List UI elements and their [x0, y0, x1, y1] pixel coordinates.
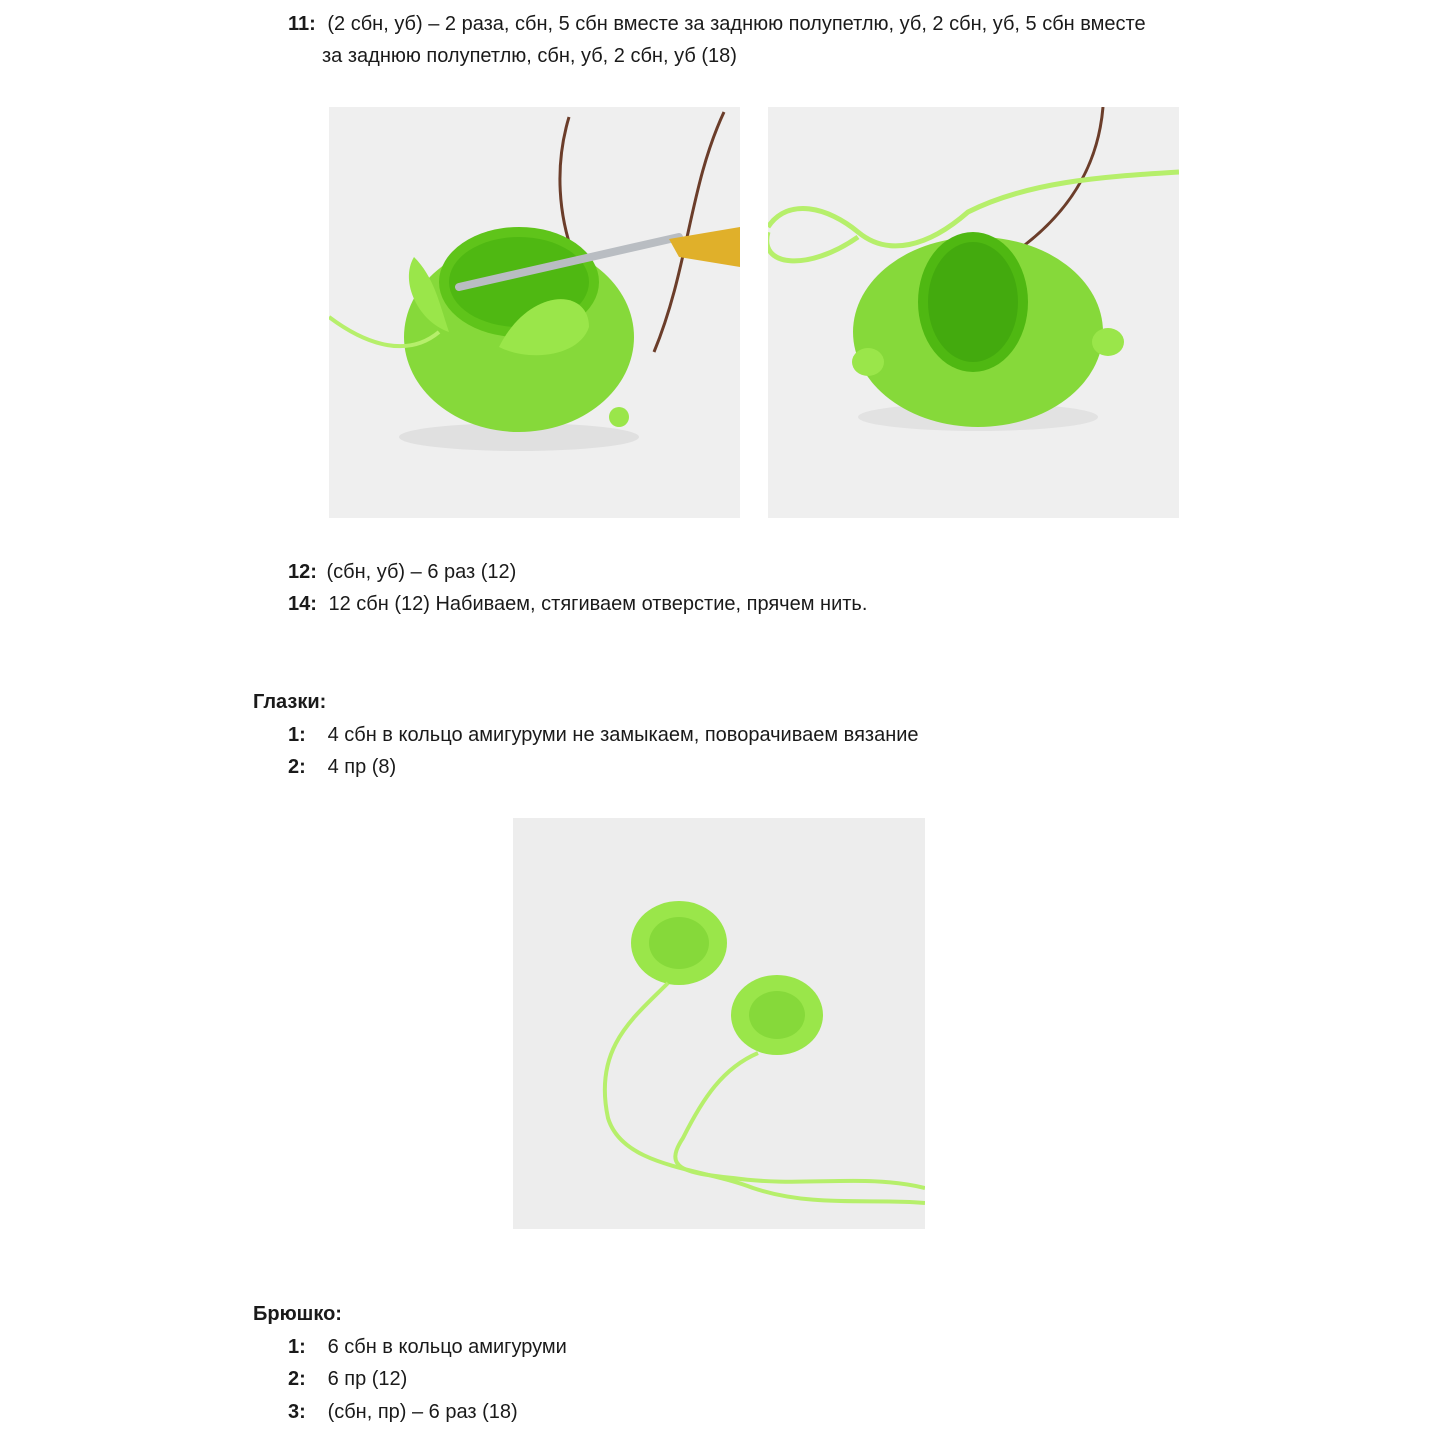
- row-text: 12 сбн (12) Набиваем, стягиваем отверстие, прячем нить.: [328, 593, 868, 615]
- row-text: (сбн, пр) – 6 раз (18): [327, 1401, 518, 1423]
- row-number: 3:: [288, 1401, 306, 1423]
- belly-row-1: [288, 1331, 567, 1363]
- row-number: 1:: [288, 724, 306, 746]
- row-text: 4 пр (8): [327, 756, 397, 778]
- photo-body-with-hook: [329, 107, 740, 518]
- row-number: 12:: [288, 561, 317, 583]
- eyes-illustration: [513, 818, 925, 1229]
- row-12: [288, 556, 516, 588]
- row-text: 6 сбн в кольцо амигуруми: [327, 1336, 567, 1358]
- row-14: [288, 588, 867, 620]
- row-number: 14:: [288, 593, 317, 615]
- row-number: 2:: [288, 756, 306, 778]
- row-text: за заднюю полупетлю, сбн, уб, 2 сбн, уб (18): [322, 45, 737, 67]
- row-text: 4 сбн в кольцо амигуруми не замыкаем, поворачиваем вязание: [327, 724, 919, 746]
- row-number: 1:: [288, 1336, 306, 1358]
- eyes-row-2: [288, 751, 396, 783]
- belly-row-2: [288, 1363, 407, 1395]
- row-number: 11:: [288, 13, 316, 35]
- photo-body-opening: [768, 107, 1179, 518]
- belly-row-3: [288, 1396, 518, 1428]
- section-heading-eyes: Глазки:: [253, 691, 327, 713]
- row-text: (2 сбн, уб) – 2 раза, сбн, 5 сбн вместе за заднюю полупетлю, уб, 2 сбн, уб, 5 сбн вместе: [327, 13, 1146, 35]
- body-with-hook-illustration: [329, 107, 740, 518]
- row-text: (сбн, уб) – 6 раз (12): [326, 561, 517, 583]
- row-text: 6 пр (12): [327, 1368, 408, 1390]
- row-number: 2:: [288, 1368, 306, 1390]
- body-opening-illustration: [768, 107, 1179, 518]
- row-11-line-2: [322, 40, 737, 72]
- section-heading-belly: Брюшко:: [253, 1303, 342, 1325]
- row-11-line-1: [288, 8, 1146, 40]
- eyes-row-1: [288, 719, 919, 751]
- photo-eyes: [513, 818, 925, 1229]
